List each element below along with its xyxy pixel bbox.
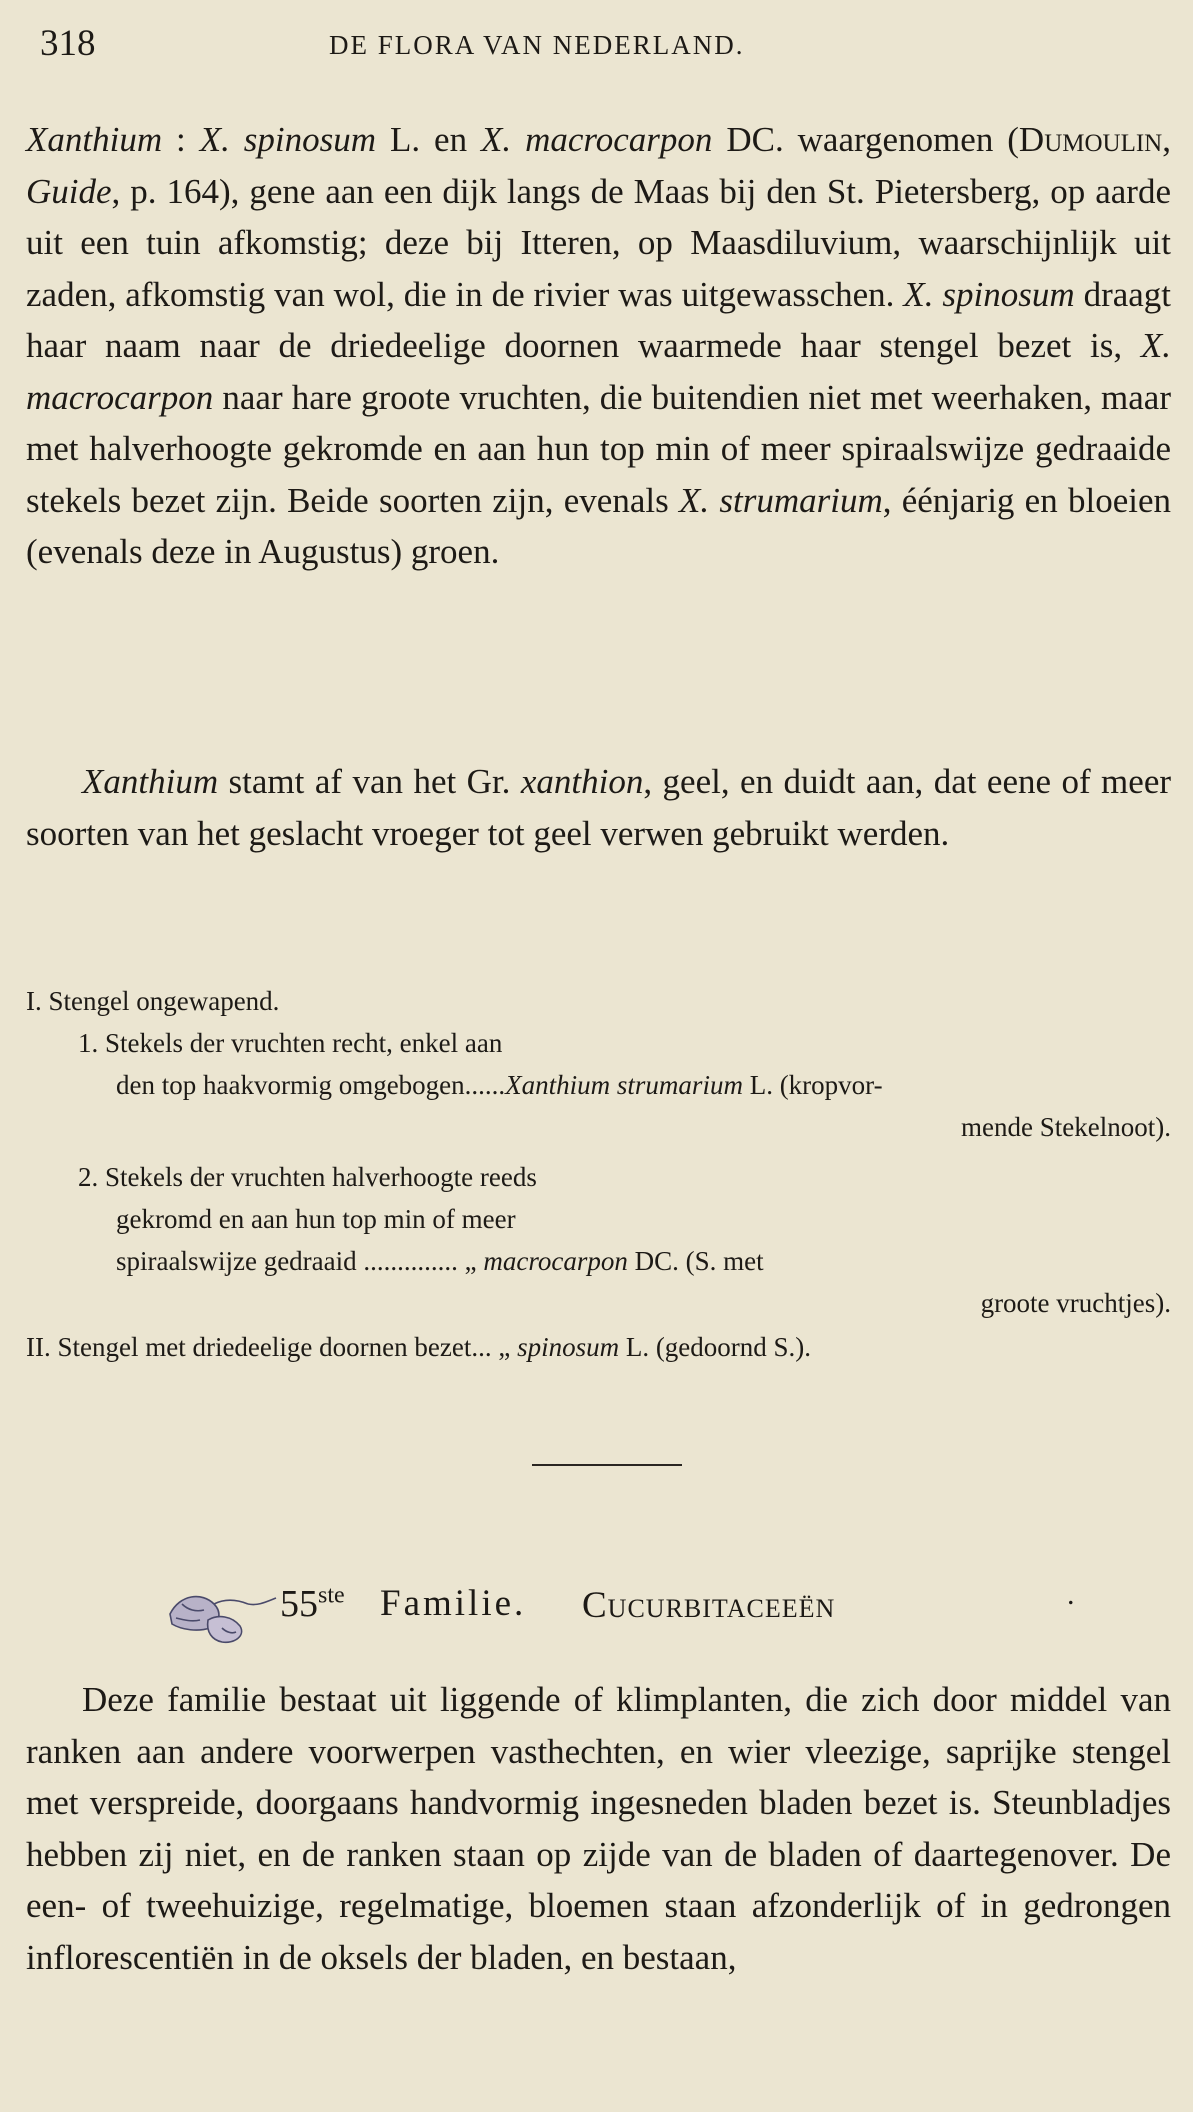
text-run: draagt haar naam naar de driedeelige doornen waarmede haar stengel bezet is, — [26, 274, 1172, 365]
key-lead-1-line: 1. Stekels der vruchten recht, enkel aan — [78, 1028, 503, 1058]
paragraph-xanthium-species — [26, 114, 1171, 578]
key-lead-1-line — [116, 1066, 883, 1104]
text-run: naar hare groote vruchten, die buitendien niet met weerhaken, maar met halverhoogte gekromde en aan hun top min of meer spiraalswijze gedraaide stekels bezet zijn. Beide soorten zijn, evenals — [26, 377, 1171, 520]
key-lead-I: I. Stengel ongewapend. — [26, 986, 280, 1016]
text-run: , — [1162, 120, 1171, 159]
key-lead-2-line: groote vruchtjes). — [980, 1288, 1171, 1318]
species-name: X. strumarium — [678, 480, 883, 520]
stray-mark: . — [1067, 1578, 1075, 1611]
genus-name: Xanthium — [26, 120, 163, 159]
family-number — [280, 1582, 345, 1626]
section-divider — [532, 1464, 682, 1466]
page-number: 318 — [40, 23, 96, 64]
text-run: stamt af van het Gr. — [218, 762, 521, 801]
text-run: spiraalswijze gedraaid .............. „ — [116, 1246, 484, 1276]
running-title: DE FLORA VAN NEDERLAND. — [329, 30, 745, 60]
family-number-digits: 55 — [280, 1583, 318, 1625]
key-lead-II — [26, 1328, 811, 1366]
text-run: II. Stengel met driedeelige doornen bezet... „ — [26, 1332, 518, 1362]
paragraph-family-description: Deze familie bestaat uit liggende of klimplanten, die zich door middel van ranken aan andere voorwerpen vasthechten, en wier vleezige, saprijke stengel met verspreide, doorgaans handvormig ingesneden bladen bezet is. Steunbladjes hebben zij niet, en de ranken staan op zijde van de bladen of daartegenover. De een- of tweehuizige, regelmatige, bloemen staan afzonderlijk of in gedrongen inflorescentiën in de oksels der bladen, en bestaan, — [26, 1680, 1171, 1977]
text-run: den top haakvormig omgebogen...... — [116, 1070, 506, 1100]
author-name: Dumoulin — [1018, 120, 1163, 159]
family-label: Familie. — [380, 1583, 527, 1624]
key-lead-2-line — [116, 1242, 764, 1280]
paragraph-etymology — [26, 756, 1171, 859]
text-run: L. en — [376, 120, 482, 159]
species-name: X. macrocarpon — [26, 326, 1171, 417]
species-name: Xanthium strumarium — [505, 1070, 743, 1100]
text-run: DC. waargenomen ( — [712, 120, 1019, 159]
genus-name: Xanthium — [82, 762, 219, 801]
species-name: X. spinosum — [903, 274, 1075, 314]
text-run: , geel, en duidt aan, dat eene of meer soorten van het geslacht vroeger tot geel verwen gebruikt werden. — [26, 762, 1172, 853]
fruit-vignette-icon — [162, 1584, 280, 1654]
page-header — [24, 20, 1169, 70]
ordinal-suffix: ste — [318, 1582, 345, 1609]
text-run: , p. 164), gene aan een dijk langs de Maas bij den St. Pietersberg, op aarde uit een tuin afkomstig; deze bij Itteren, op Maasdiluvium, waarschijnlijk uit zaden, afkomstig van wol, die in de rivier was uitgewasschen. — [26, 171, 1171, 314]
family-heading — [162, 1578, 1122, 1638]
text-run: DC. (S. met — [627, 1246, 764, 1276]
text-run: : — [162, 120, 200, 159]
species-name: X. macrocarpon — [481, 120, 713, 159]
species-name: spinosum — [517, 1332, 620, 1362]
species-name: X. spinosum — [199, 120, 377, 159]
key-lead-2-line: gekromd en aan hun top min of meer — [116, 1204, 516, 1234]
text-run: L. (gedoornd S.). — [619, 1332, 812, 1362]
key-lead-1-line: mende Stekelnoot). — [961, 1112, 1171, 1142]
species-name: macrocarpon — [483, 1246, 628, 1276]
text-run: , éénjarig en bloeien (evenals deze in Augustus) groen. — [26, 480, 1171, 571]
text-run: L. (kropvor- — [742, 1070, 883, 1100]
work-title: Guide — [26, 171, 112, 211]
greek-word: xanthion — [520, 762, 644, 801]
family-name: Cucurbitaceeën — [582, 1585, 836, 1626]
key-lead-2-line: 2. Stekels der vruchten halverhoogte reeds — [78, 1162, 537, 1192]
